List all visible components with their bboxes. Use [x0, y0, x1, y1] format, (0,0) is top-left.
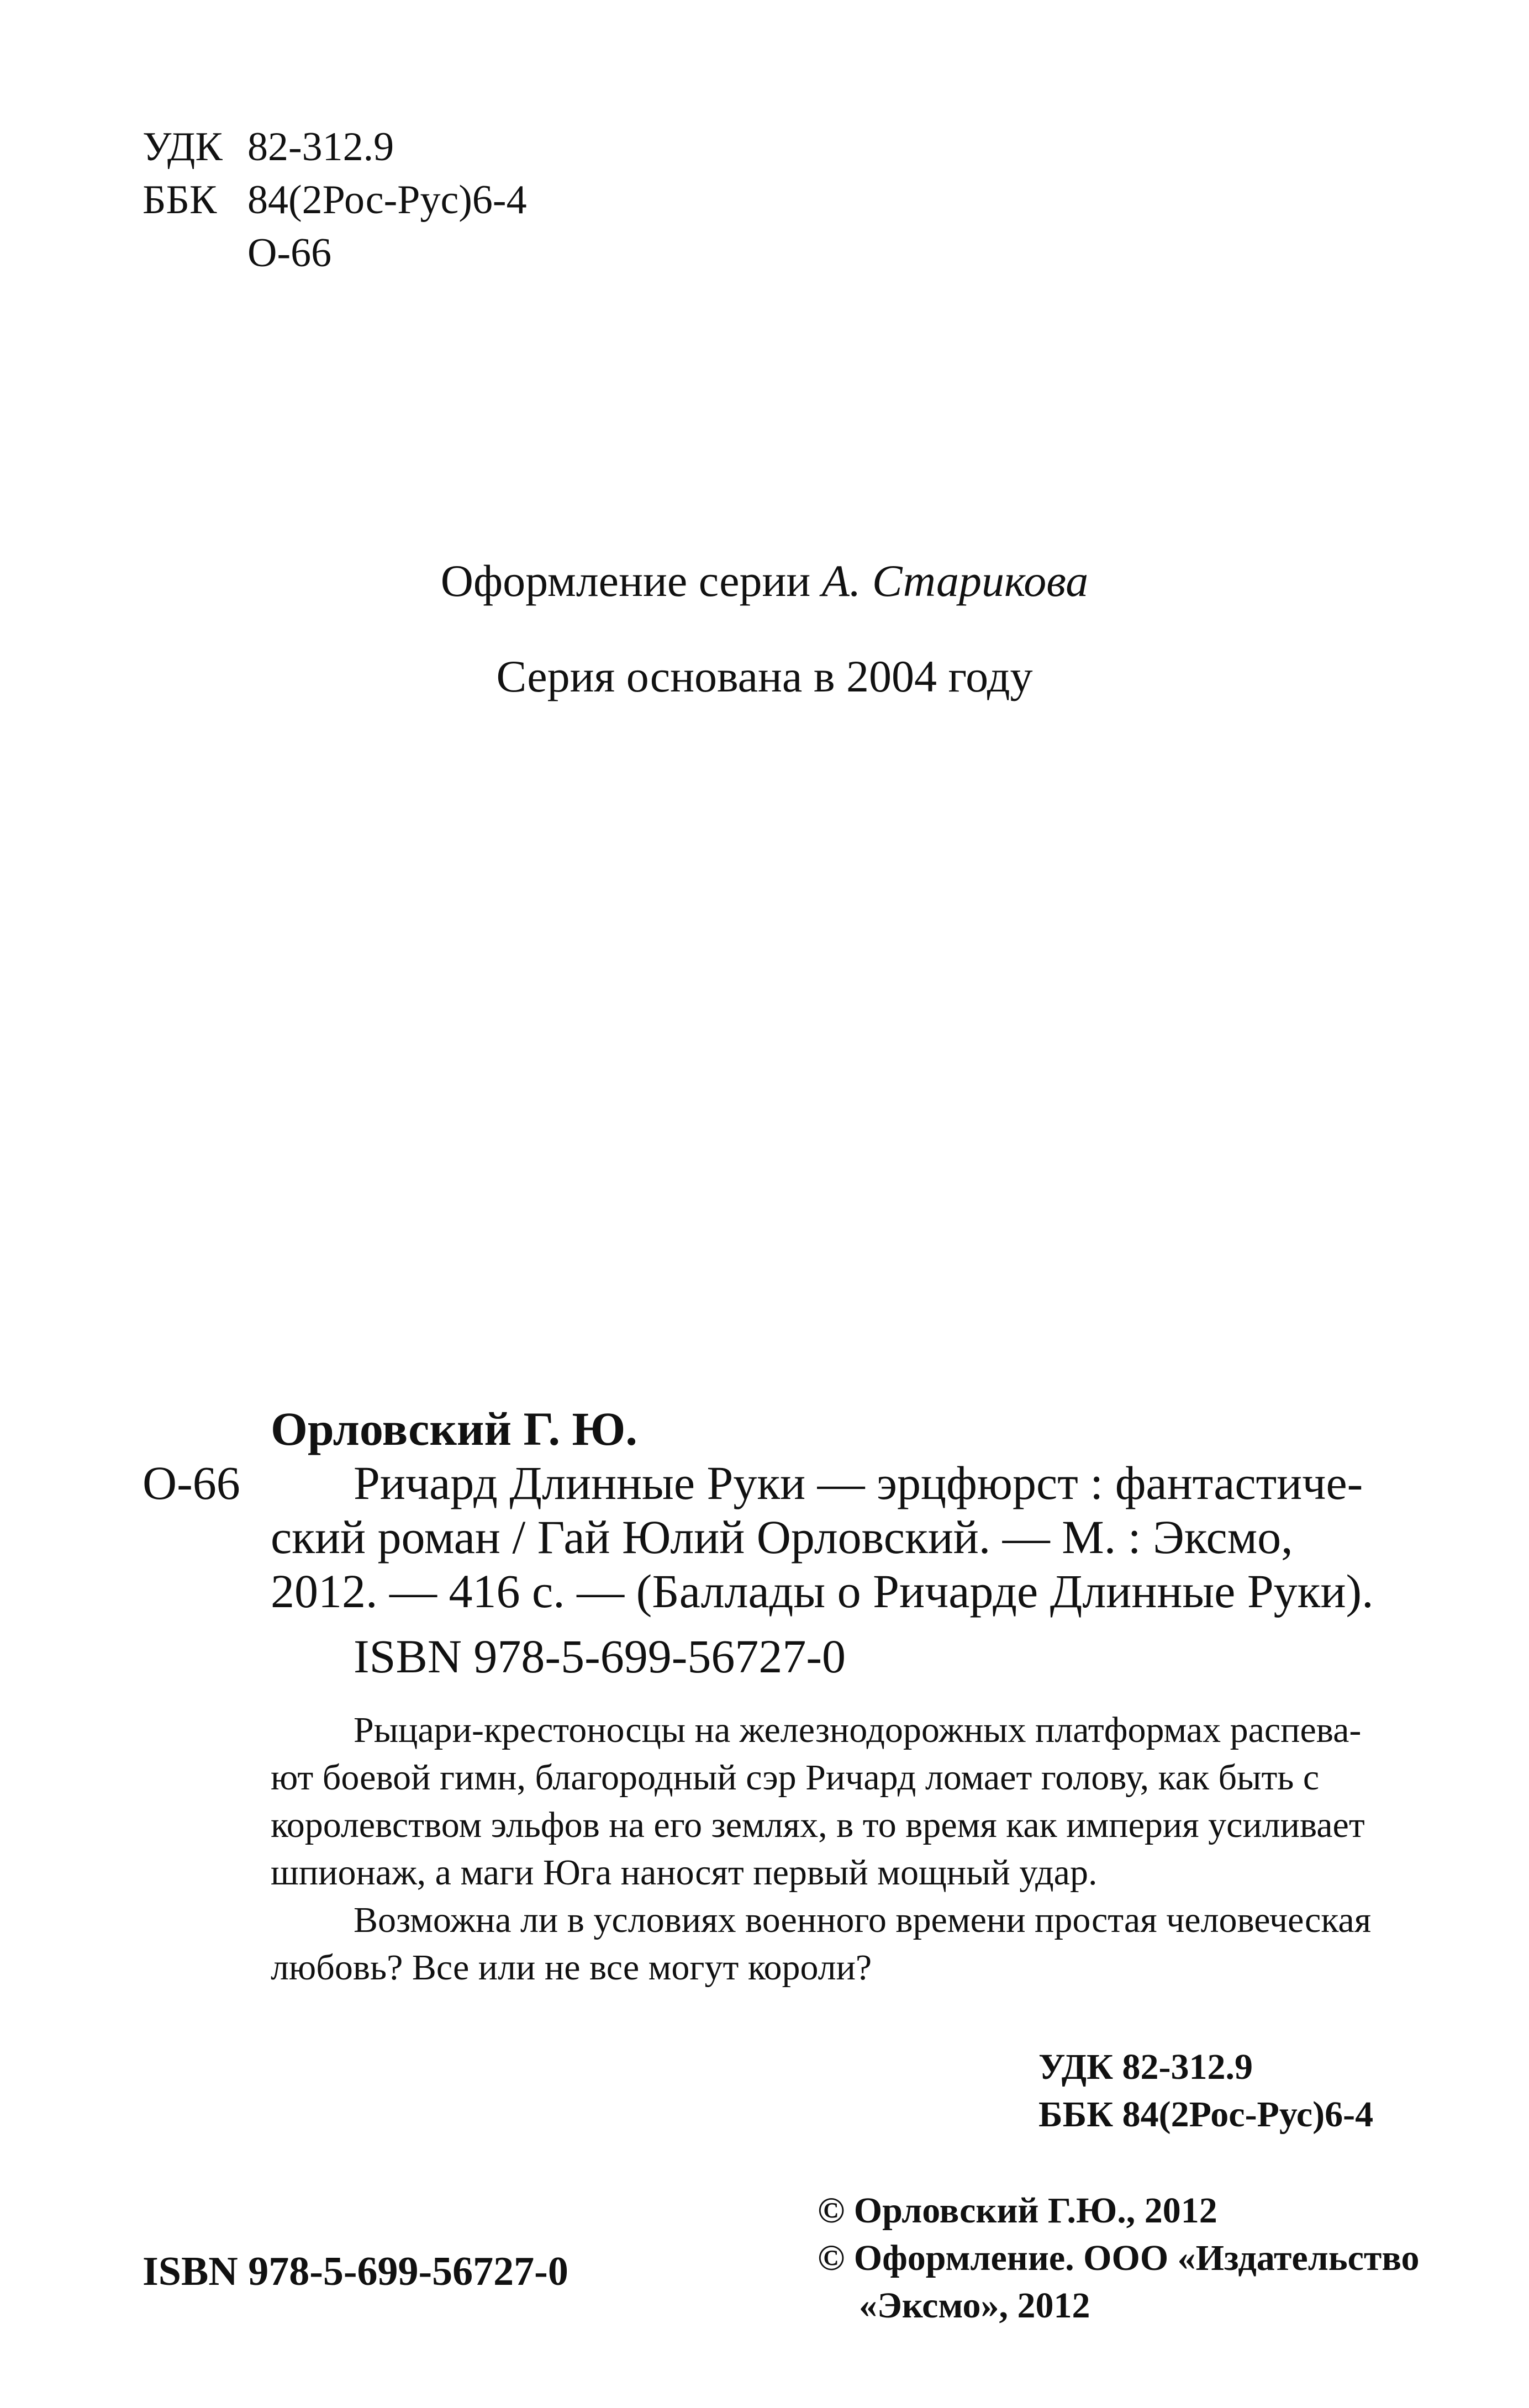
annotation-line-2: ют боевой гимн, благородный сэр Ричард ломает голову, как быть с [271, 1757, 1320, 1798]
udk-row [143, 120, 527, 173]
bib-line-2: ский роман / Гай Юлий Орловский. — М. : Эксмо, [271, 1511, 1293, 1564]
bib-line-3: 2012. — 416 с. — (Баллады о Ричарде Длинные Руки). [271, 1565, 1374, 1618]
copyright-design: © Оформление. ООО «Издательство [818, 2238, 1420, 2278]
annotation-line-6: любовь? Все или не все могут короли? [271, 1947, 872, 1988]
bib-line-1: Ричард Длинные Руки — эрцфюрст : фантастиче- [354, 1456, 1363, 1509]
series-founded: Серия основана в 2004 году [496, 651, 1033, 701]
series-design-prefix: Оформление серии [440, 556, 811, 606]
annotation-line-5: Возможна ли в условиях военного времени простая человеческая [354, 1900, 1372, 1940]
bottom-udk: УДК 82-312.9 [1038, 2047, 1253, 2087]
classification-top [143, 120, 527, 279]
udk-value: 82-312.9 [247, 124, 394, 170]
bottom-bbk: ББК 84(2Рос-Рус)6-4 [1038, 2094, 1374, 2135]
series-design-line [0, 555, 1529, 607]
udk-label: УДК [143, 124, 223, 170]
bbk-value: 84(2Рос-Рус)6-4 [247, 177, 527, 223]
author-mark-bib: О-66 [143, 1456, 240, 1509]
bbk-row [143, 173, 527, 226]
book-author: Орловский Г. Ю. [271, 1402, 637, 1455]
author-mark: О-66 [247, 230, 332, 276]
copyright-author: © Орловский Г.Ю., 2012 [818, 2190, 1217, 2231]
footer-isbn: ISBN 978-5-699-56727-0 [143, 2249, 568, 2294]
author-mark-row [143, 226, 527, 279]
annotation-line-1: Рыцари-крестоносцы на железнодорожных платформах распева- [354, 1710, 1362, 1750]
annotation-line-3: королевством эльфов на его землях, в то время как империя усиливает [271, 1805, 1365, 1845]
annotation-line-4: шпионаж, а маги Юга наносят первый мощный удар. [271, 1852, 1098, 1893]
bbk-label: ББК [143, 177, 217, 223]
bib-isbn: ISBN 978-5-699-56727-0 [354, 1630, 846, 1683]
series-designer-name: А. Старикова [821, 556, 1089, 606]
copyright-publisher: «Эксмо», 2012 [859, 2285, 1090, 2326]
